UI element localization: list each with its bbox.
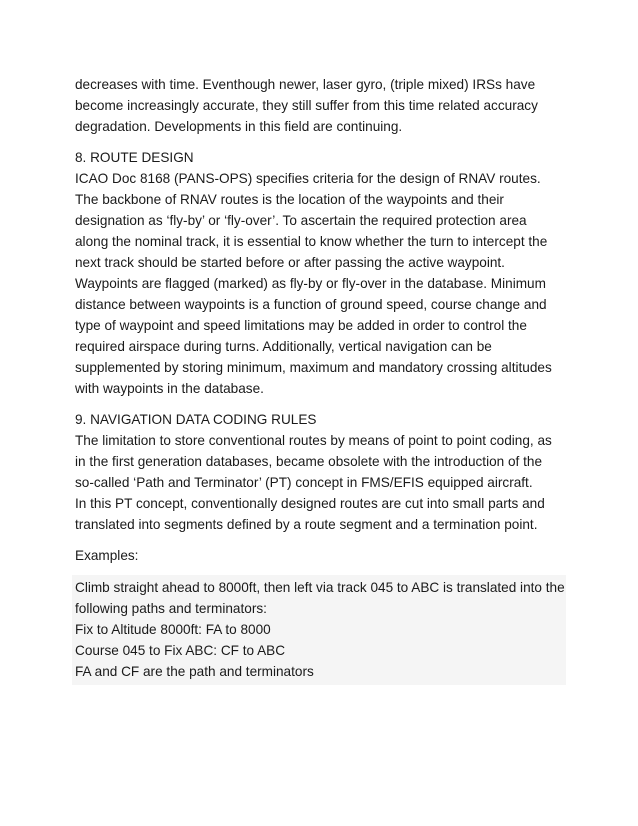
example-line: Course 045 to Fix ABC: CF to ABC	[75, 643, 286, 658]
intro-paragraph	[75, 74, 575, 137]
body-line: required airspace during turns. Additionally, vertical navigation can be	[75, 339, 492, 354]
body-line: translated into segments defined by a route segment and a termination point.	[75, 517, 538, 532]
example-line: Fix to Altitude 8000ft: FA to 8000	[75, 622, 271, 637]
body-line: in the first generation databases, became obsolete with the introduction of the	[75, 454, 543, 469]
example-line: following paths and terminators:	[75, 601, 267, 616]
body-line: supplemented by storing minimum, maximum and mandatory crossing altitudes	[75, 360, 552, 375]
intro-line: become increasingly accurate, they still suffer from this time related accuracy	[75, 98, 538, 113]
body-line: distance between waypoints is a function of ground speed, course change and	[75, 297, 547, 312]
document-page	[75, 74, 575, 685]
body-line: The backbone of RNAV routes is the location of the waypoints and their	[75, 192, 504, 207]
body-line: In this PT concept, conventionally designed routes are cut into small parts and	[75, 496, 545, 511]
body-line: so-called ‘Path and Terminator’ (PT) concept in FMS/EFIS equipped aircraft.	[75, 475, 533, 490]
section-route-design	[75, 147, 575, 399]
body-line: along the nominal track, it is essential to know whether the turn to intercept the	[75, 234, 548, 249]
body-line: Waypoints are flagged (marked) as fly-by or fly-over in the database. Minimum	[75, 276, 546, 291]
intro-line: decreases with time. Eventhough newer, laser gyro, (triple mixed) IRSs have	[75, 77, 536, 92]
example-line: Climb straight ahead to 8000ft, then left via track 045 to ABC is translated into the	[75, 580, 565, 595]
body-line: next track should be started before or after passing the active waypoint.	[75, 255, 505, 270]
section-heading: 9. NAVIGATION DATA CODING RULES	[75, 412, 317, 427]
body-line: The limitation to store conventional routes by means of point to point coding, as	[75, 433, 552, 448]
body-line: designation as ‘fly-by’ or ‘fly-over’. To ascertain the required protection area	[75, 213, 527, 228]
body-line: type of waypoint and speed limitations may be added in order to control the	[75, 318, 527, 333]
body-line: ICAO Doc 8168 (PANS-OPS) specifies criteria for the design of RNAV routes.	[75, 171, 541, 186]
example-box	[72, 575, 566, 685]
example-line: FA and CF are the path and terminators	[75, 664, 314, 679]
examples-label: Examples:	[75, 548, 139, 563]
intro-line: degradation. Developments in this field are continuing.	[75, 119, 403, 134]
section-navigation-data-coding	[75, 409, 575, 535]
body-line: with waypoints in the database.	[75, 381, 264, 396]
section-heading: 8. ROUTE DESIGN	[75, 150, 194, 165]
